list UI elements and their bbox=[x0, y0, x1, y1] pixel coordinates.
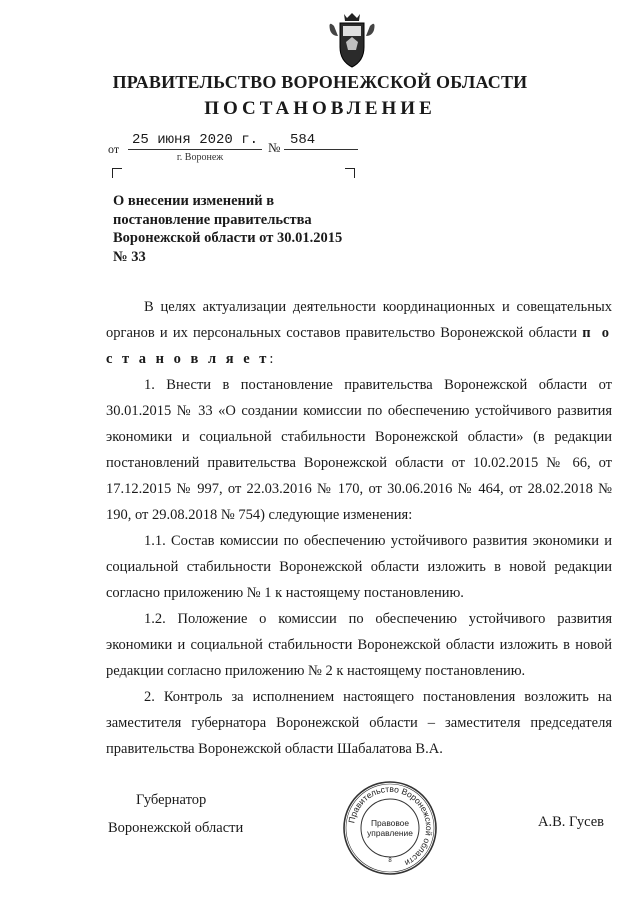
city-label: г. Воронеж bbox=[176, 152, 224, 163]
stamp-center-line: Правовое bbox=[370, 818, 410, 828]
subject-corner-left bbox=[112, 168, 122, 178]
subject-line: № 33 bbox=[113, 248, 146, 265]
signer-title-line: Губернатор bbox=[136, 792, 207, 808]
stamp-center-line: управление bbox=[367, 828, 413, 838]
subject-corner-right bbox=[345, 168, 355, 178]
decree-colon: : bbox=[269, 351, 274, 367]
subject-line: Воронежской области от 30.01.2015 bbox=[113, 230, 343, 246]
body-paragraph: 1.2. Положение о комиссии по обеспечению устойчивого развития экономики и социальной стабильности Воронежской области изложить в новой редакции согласно приложению № 2 к настоящему постановлению. bbox=[106, 611, 612, 679]
decree-word: п о с т а н о в л я е т bbox=[106, 325, 612, 367]
signer-title-line: Воронежской области bbox=[108, 820, 244, 836]
organization-title: ПРАВИТЕЛЬСТВО ВОРОНЕЖСКОЙ ОБЛАСТИ bbox=[112, 72, 528, 92]
subject-line: постановление правительства bbox=[113, 211, 312, 228]
stamp-number: 8 bbox=[388, 858, 392, 864]
document-date: 25 июня 2020 г. bbox=[128, 132, 262, 150]
body-paragraph: 2. Контроль за исполнением настоящего постановления возложить на заместителя губернатора Воронежской области – заместителя председателя правительства Воронежской области Шабалатова В.А. bbox=[106, 689, 612, 757]
body-paragraph: 1. Внести в постановление правительства Воронежской области от 30.01.2015 № 33 «О создании комиссии по обеспечению устойчивого развития экономики и социальной стабильности Воронежской области» (в редакции постановлений правительства Воронежской области от 10.02.2015 № 66, от 17.12.2015 № 997, от 22.03.2016 № 170, от 30.06.2016 № 464, от 28.02.2018 № 190, от 29.08.2018 № 754) следующие изменения: bbox=[106, 377, 612, 523]
stamp-ring-text: Правительство Воронежской области bbox=[346, 783, 435, 869]
date-prefix-label: от bbox=[108, 142, 120, 156]
official-stamp bbox=[342, 780, 438, 876]
subject-line: О внесении изменений в bbox=[113, 193, 275, 209]
preamble-text: В целях актуализации деятельности координационных и совещательных органов и их персональных составов правительство Воронежской области bbox=[106, 299, 612, 341]
document-body bbox=[106, 294, 612, 762]
signer-title bbox=[108, 786, 243, 842]
coat-of-arms-emblem bbox=[326, 8, 378, 70]
document-number: 584 bbox=[284, 132, 358, 150]
body-paragraph: 1.1. Состав комиссии по обеспечению устойчивого развития экономики и социальной стабильности Воронежской области изложить в новой редакции согласно приложению № 1 к настоящему постановлению. bbox=[106, 533, 612, 601]
preamble-paragraph bbox=[106, 294, 612, 372]
document-subject bbox=[113, 192, 363, 266]
number-label: № bbox=[268, 140, 281, 155]
signer-name: А.В. Гусев bbox=[538, 814, 604, 830]
document-type: ПОСТАНОВЛЕНИЕ bbox=[204, 98, 436, 119]
